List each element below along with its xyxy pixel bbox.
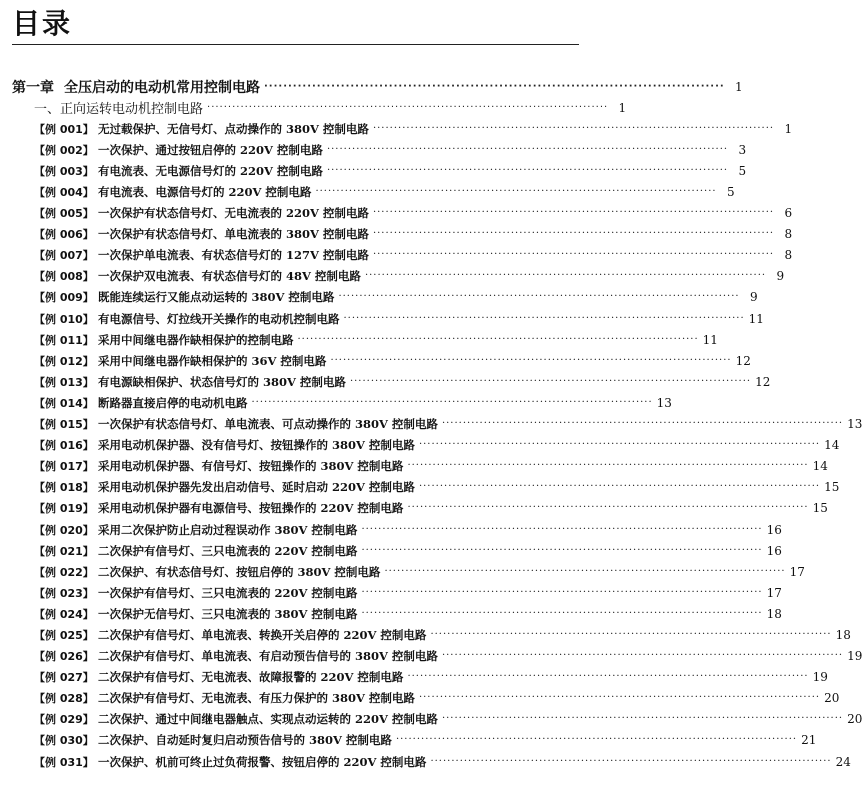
- toc-item[interactable]: [0, 287, 758, 308]
- leader-dots: ································································································: [349, 375, 752, 387]
- toc-item[interactable]: [0, 414, 862, 435]
- example-title: 二次保护有信号灯、无电流表、有压力保护的 380V 控制电路: [98, 691, 415, 706]
- leader-dots: ································································································: [430, 755, 832, 767]
- toc-item[interactable]: [0, 730, 817, 751]
- example-number: 【例 010】: [34, 312, 94, 326]
- example-page-number: 12: [735, 353, 751, 368]
- toc-item[interactable]: [0, 371, 771, 392]
- leader-dots: ································································································: [372, 249, 775, 261]
- toc-item[interactable]: [0, 456, 828, 477]
- example-number: 【例 006】: [34, 228, 94, 242]
- example-number: 【例 004】: [34, 186, 94, 200]
- leader-dots: ································································································: [407, 502, 809, 514]
- example-page-number: 16: [766, 543, 782, 558]
- example-title: 有电源信号、灯拉线开关操作的电动机控制电路: [98, 311, 340, 326]
- example-title: 一次保护单电流表、有状态信号灯的 127V 控制电路: [98, 248, 369, 263]
- leader-dots: ································································································: [372, 228, 775, 240]
- example-page-number: 16: [766, 522, 782, 537]
- leader-dots: ································································································: [264, 80, 725, 92]
- leader-dots: ································································································: [297, 333, 699, 345]
- toc-item[interactable]: [0, 118, 793, 139]
- leader-dots: ································································································: [441, 713, 844, 725]
- example-title: 采用电动机保护器、有信号灯、按钮操作的 380V 控制电路: [98, 459, 404, 474]
- toc-item[interactable]: [0, 350, 751, 371]
- toc-item[interactable]: [0, 181, 735, 202]
- toc-item[interactable]: [0, 224, 793, 245]
- section-page-number: 1: [618, 100, 627, 115]
- example-number: 【例 020】: [34, 523, 94, 537]
- example-page-number: 13: [847, 417, 862, 432]
- example-number: 【例 016】: [34, 439, 94, 453]
- chapter-page-number: 1: [735, 79, 743, 94]
- example-number: 【例 009】: [34, 291, 94, 305]
- toc-item[interactable]: [0, 646, 862, 667]
- example-page-number: 11: [748, 311, 764, 326]
- example-title: 有电流表、无电源信号灯的 220V 控制电路: [98, 163, 323, 178]
- toc-item[interactable]: [0, 160, 747, 181]
- leader-dots: ································································································: [364, 270, 767, 282]
- example-number: 【例 023】: [34, 586, 94, 600]
- example-page-number: 19: [812, 670, 828, 685]
- example-number: 【例 013】: [34, 375, 94, 389]
- example-number: 【例 012】: [34, 354, 94, 368]
- example-number: 【例 011】: [34, 333, 94, 347]
- leader-dots: ································································································: [372, 122, 775, 134]
- example-title: 断路器直接启停的电动机电路: [98, 395, 248, 410]
- example-page-number: 21: [801, 733, 817, 748]
- toc-item[interactable]: [0, 203, 793, 224]
- leader-dots: ································································································: [315, 186, 717, 198]
- example-number: 【例 008】: [34, 270, 94, 284]
- example-page-number: 5: [738, 163, 747, 178]
- leader-dots: ································································································: [330, 354, 732, 366]
- example-title: 既能连续运行又能点动运转的 380V 控制电路: [98, 290, 335, 305]
- example-number: 【例 019】: [34, 502, 94, 516]
- example-page-number: 13: [656, 395, 672, 410]
- leader-dots: ································································································: [384, 565, 786, 577]
- toc-item[interactable]: [0, 561, 805, 582]
- example-page-number: 12: [755, 374, 771, 389]
- leader-dots: ································································································: [407, 671, 809, 683]
- example-number: 【例 029】: [34, 713, 94, 727]
- example-number: 【例 026】: [34, 650, 94, 664]
- example-number: 【例 001】: [34, 122, 94, 136]
- example-title: 采用电动机保护器先发出启动信号、延时启动 220V 控制电路: [98, 480, 415, 495]
- leader-dots: ································································································: [361, 544, 763, 556]
- toc-item[interactable]: [0, 603, 782, 624]
- toc-item[interactable]: [0, 266, 785, 287]
- table-of-contents: [0, 76, 862, 772]
- example-number: 【例 007】: [34, 249, 94, 263]
- leader-dots: ································································································: [361, 607, 763, 619]
- example-page-number: 15: [812, 501, 828, 516]
- example-title: 一次保护、机前可终止过负荷报警、按钮启停的 220V 控制电路: [98, 754, 427, 769]
- example-page-number: 17: [766, 585, 782, 600]
- leader-dots: ································································································: [418, 692, 821, 704]
- example-page-number: 19: [847, 649, 862, 664]
- example-title: 一次保护有信号灯、三只电流表的 220V 控制电路: [98, 585, 358, 600]
- example-page-number: 17: [789, 564, 805, 579]
- leader-dots: ································································································: [361, 586, 763, 598]
- example-page-number: 8: [784, 248, 793, 263]
- toc-item[interactable]: [0, 582, 782, 603]
- example-number: 【例 027】: [34, 671, 94, 685]
- example-title: 二次保护有信号灯、单电流表、转换开关启停的 220V 控制电路: [98, 627, 427, 642]
- example-number: 【例 025】: [34, 628, 94, 642]
- example-title: 二次保护、有状态信号灯、按钮启停的 380V 控制电路: [98, 564, 381, 579]
- example-page-number: 18: [766, 606, 782, 621]
- example-title: 无过载保护、无信号灯、点动操作的 380V 控制电路: [98, 121, 369, 136]
- example-title: 二次保护有信号灯、单电流表、有启动预告信号的 380V 控制电路: [98, 649, 438, 664]
- example-title: 一次保护、通过按钮启停的 220V 控制电路: [98, 142, 323, 157]
- leader-dots: ································································································: [418, 481, 821, 493]
- example-title: 采用中间继电器作缺相保护的控制电路: [98, 332, 294, 347]
- example-number: 【例 024】: [34, 607, 94, 621]
- toc-item[interactable]: [0, 435, 840, 456]
- toc-item[interactable]: [0, 709, 862, 730]
- example-page-number: 9: [749, 290, 758, 305]
- example-title: 二次保护、自动延时复归启动预告信号的 380V 控制电路: [98, 733, 392, 748]
- example-page-number: 15: [824, 480, 840, 495]
- toc-item[interactable]: [0, 519, 782, 540]
- example-number: 【例 002】: [34, 143, 94, 157]
- toc-item[interactable]: [0, 139, 747, 160]
- example-number: 【例 022】: [34, 565, 94, 579]
- example-page-number: 1: [784, 121, 793, 136]
- example-title: 有电流表、电源信号灯的 220V 控制电路: [98, 185, 312, 200]
- example-title: 二次保护、通过中间继电器触点、实现点动运转的 220V 控制电路: [98, 712, 438, 727]
- example-title: 二次保护有信号灯、无电流表、故障报警的 220V 控制电路: [98, 670, 404, 685]
- example-page-number: 9: [776, 269, 785, 284]
- toc-item-list: [0, 118, 862, 772]
- example-number: 【例 030】: [34, 734, 94, 748]
- example-title: 一次保护有状态信号灯、无电流表的 220V 控制电路: [98, 206, 369, 221]
- leader-dots: ································································································: [395, 734, 798, 746]
- toc-item[interactable]: [0, 688, 840, 709]
- leader-dots: ································································································: [326, 143, 729, 155]
- chapter-number: 第一章: [12, 79, 54, 96]
- leader-dots: ································································································: [343, 312, 745, 324]
- example-title: 有电源缺相保护、状态信号灯的 380V 控制电路: [98, 374, 346, 389]
- example-number: 【例 021】: [34, 544, 94, 558]
- leader-dots: ································································································: [441, 418, 844, 430]
- toc-item[interactable]: [0, 392, 672, 413]
- toc-item[interactable]: [0, 329, 718, 350]
- example-page-number: 14: [824, 438, 840, 453]
- toc-item[interactable]: [0, 540, 782, 561]
- leader-dots: ································································································: [430, 628, 832, 640]
- toc-section-entry[interactable]: [0, 97, 627, 118]
- example-title: 采用电动机保护器、没有信号灯、按钮操作的 380V 控制电路: [98, 438, 415, 453]
- example-page-number: 3: [738, 142, 747, 157]
- toc-chapter-entry[interactable]: [0, 76, 743, 97]
- example-page-number: 18: [835, 627, 851, 642]
- toc-item[interactable]: [0, 498, 828, 519]
- example-title: 二次保护有信号灯、三只电流表的 220V 控制电路: [98, 543, 358, 558]
- leader-dots: ································································································: [251, 396, 653, 408]
- leader-dots: ································································································: [326, 164, 729, 176]
- toc-item[interactable]: [0, 751, 851, 772]
- example-title: 一次保护无信号灯、三只电流表的 380V 控制电路: [98, 606, 358, 621]
- toc-item[interactable]: [0, 624, 851, 645]
- leader-dots: ································································································: [207, 101, 609, 113]
- toc-item[interactable]: [0, 245, 793, 266]
- example-number: 【例 003】: [34, 164, 94, 178]
- example-page-number: 20: [847, 712, 862, 727]
- example-title: 采用二次保护防止启动过程误动作 380V 控制电路: [98, 522, 358, 537]
- leader-dots: ································································································: [418, 439, 821, 451]
- example-number: 【例 017】: [34, 460, 94, 474]
- section-title: 一、正向运转电动机控制电路: [34, 102, 204, 118]
- example-page-number: 6: [784, 206, 793, 221]
- example-number: 【例 005】: [34, 207, 94, 221]
- example-page-number: 11: [702, 332, 718, 347]
- example-title: 一次保护双电流表、有状态信号灯的 48V 控制电路: [98, 269, 361, 284]
- example-page-number: 14: [812, 459, 828, 474]
- example-page-number: 24: [835, 754, 851, 769]
- page-title: 目录: [12, 7, 73, 40]
- example-page-number: 5: [726, 185, 735, 200]
- example-number: 【例 031】: [34, 755, 94, 769]
- leader-dots: ································································································: [407, 460, 809, 472]
- example-title: 采用电动机保护器有电源信号、按钮操作的 220V 控制电路: [98, 501, 404, 516]
- example-title: 采用中间继电器作缺相保护的 36V 控制电路: [98, 353, 327, 368]
- example-number: 【例 018】: [34, 481, 94, 495]
- leader-dots: ································································································: [361, 523, 763, 535]
- example-number: 【例 015】: [34, 418, 94, 432]
- toc-item[interactable]: [0, 477, 840, 498]
- example-title: 一次保护有状态信号灯、单电流表的 380V 控制电路: [98, 227, 369, 242]
- leader-dots: ································································································: [372, 207, 775, 219]
- toc-item[interactable]: [0, 308, 764, 329]
- example-number: 【例 028】: [34, 692, 94, 706]
- example-page-number: 20: [824, 691, 840, 706]
- chapter-title: 全压启动的电动机常用控制电路: [64, 79, 260, 96]
- example-title: 一次保护有状态信号灯、单电流表、可点动操作的 380V 控制电路: [98, 417, 438, 432]
- leader-dots: ································································································: [441, 650, 844, 662]
- title-divider: [12, 44, 579, 45]
- example-number: 【例 014】: [34, 396, 94, 410]
- example-page-number: 8: [784, 227, 793, 242]
- toc-item[interactable]: [0, 667, 828, 688]
- leader-dots: ································································································: [338, 291, 740, 303]
